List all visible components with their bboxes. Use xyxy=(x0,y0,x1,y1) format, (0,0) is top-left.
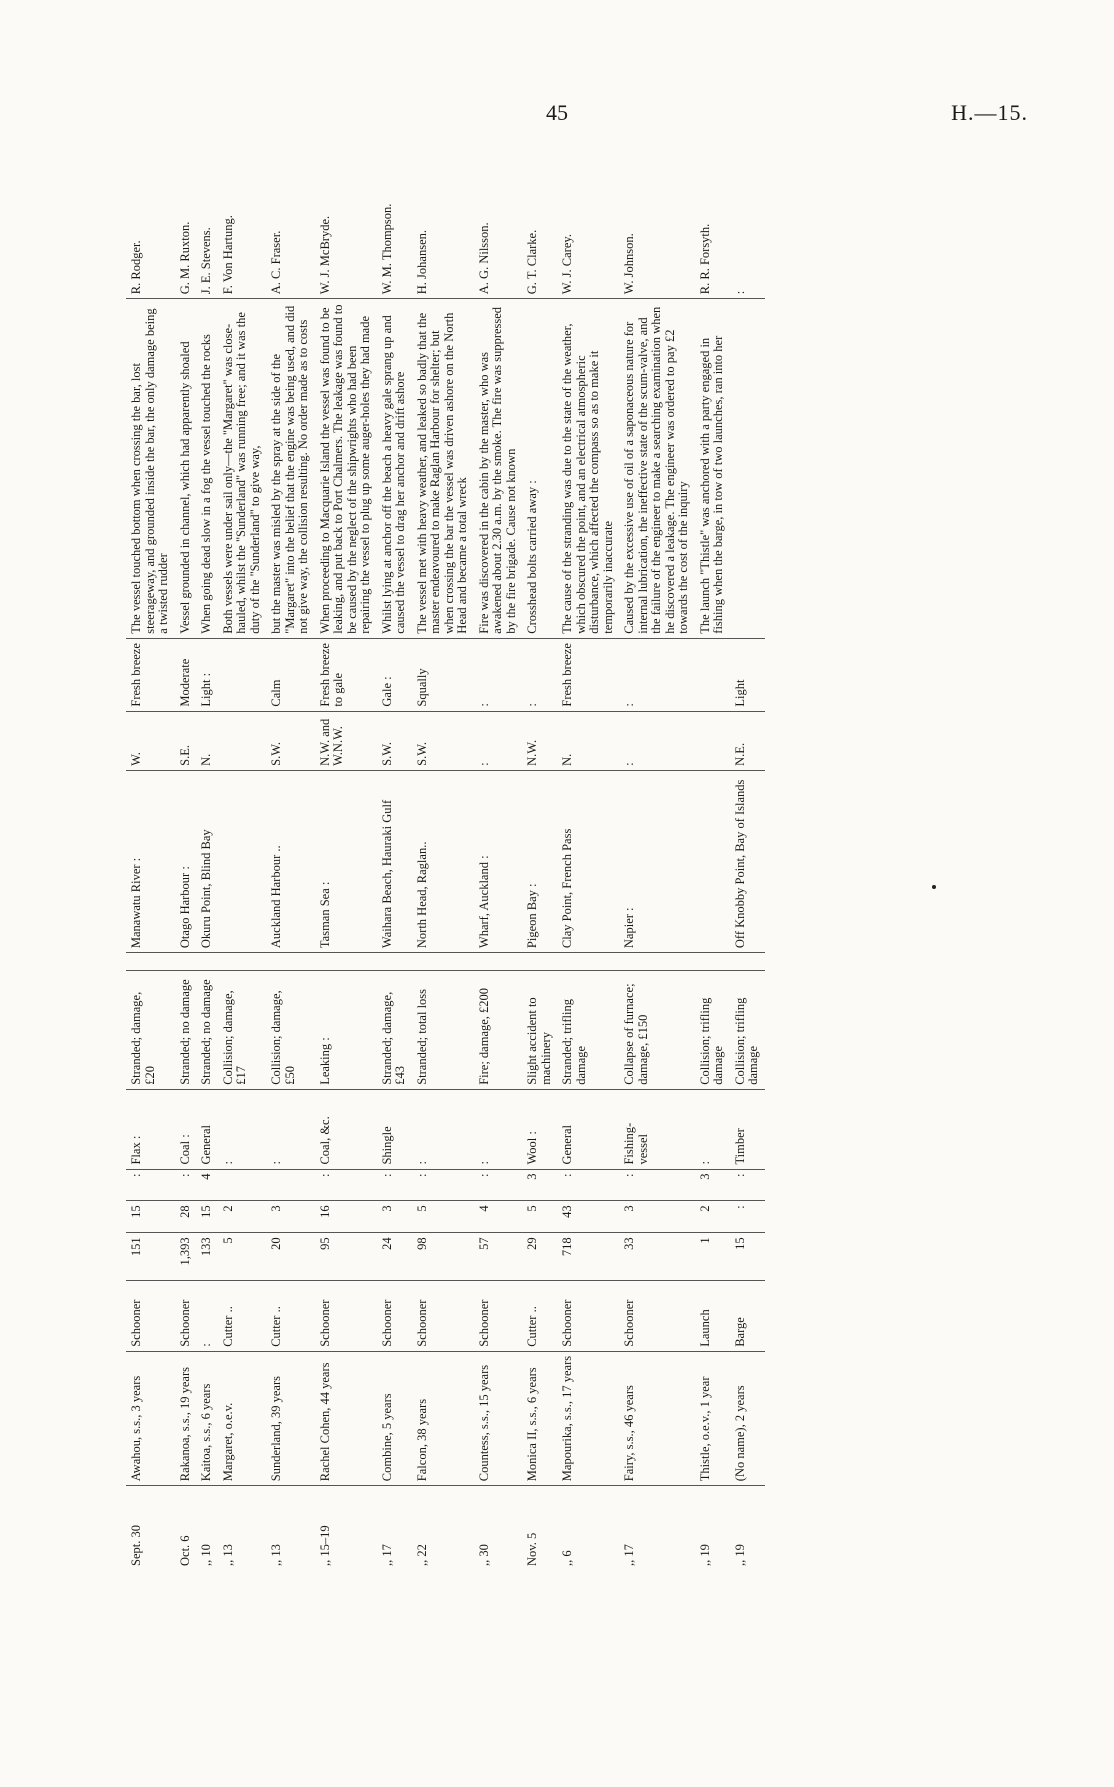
wind-direction-cell: N. xyxy=(196,711,218,770)
casualty-nature-cell: Stranded; no damage xyxy=(175,971,197,1089)
cargo-cell: General xyxy=(196,1089,218,1169)
table-row xyxy=(730,130,765,1570)
date-cell: ,, 19 xyxy=(732,1544,747,1566)
casualty-nature-cell: Fire; damage, £200 xyxy=(474,971,523,1089)
cargo-cell: : xyxy=(695,1089,730,1169)
cargo-cell: Flax : xyxy=(126,1089,175,1169)
place-cell: Clay Point, French Pass xyxy=(557,770,619,952)
date-cell: ,, 17 xyxy=(379,1544,394,1566)
place-cell: Auckland Harbour .. xyxy=(266,770,315,952)
vessel-cell: (No name), 2 years xyxy=(730,1351,765,1485)
casualty-nature-cell: Stranded; total loss xyxy=(412,971,474,1089)
table-row xyxy=(474,130,523,1570)
place-cell: North Head, Raglan.. xyxy=(412,770,474,952)
wind-force-cell: Squally xyxy=(412,638,474,711)
vessel-cell: Margaret, o.e.v. xyxy=(218,1351,267,1485)
rig-cell: Schooner xyxy=(474,1281,523,1352)
wind-direction-cell: : xyxy=(474,711,523,770)
officer-cell: W. M. Thompson. xyxy=(377,130,412,299)
separator-cell xyxy=(315,953,377,971)
tonnage-cell: 29 xyxy=(522,1233,557,1281)
casualty-nature-cell: Collision; damage, £50 xyxy=(266,971,315,1089)
crew-cell: 3 xyxy=(619,1201,695,1233)
cause-cell: Crosshead bolts carried away : xyxy=(522,299,557,638)
place-cell: Tasman Sea : xyxy=(315,770,377,952)
table-row xyxy=(557,130,619,1570)
officer-cell: H. Johansen. xyxy=(412,130,474,299)
wind-direction-cell: N.W. xyxy=(522,711,557,770)
crew-cell: 43 xyxy=(557,1201,619,1233)
wind-direction-cell: N.W. and W.N.W. xyxy=(315,711,377,770)
cargo-cell: Coal, &c. xyxy=(315,1089,377,1169)
passengers-cell: : xyxy=(474,1169,523,1201)
passengers-cell: : xyxy=(315,1169,377,1201)
wind-direction-cell: W. xyxy=(126,711,175,770)
vessel-cell: Rachel Cohen, 44 years xyxy=(315,1351,377,1485)
cargo-cell: Coal : xyxy=(175,1089,197,1169)
cause-cell: Vessel grounded in channel, which had apparently shoaled xyxy=(175,299,197,638)
separator-cell xyxy=(175,953,197,971)
separator-cell xyxy=(474,953,523,971)
casualty-nature-cell: Collision; trifling damage xyxy=(730,971,765,1089)
officer-cell: G. T. Clarke. xyxy=(522,130,557,299)
place-cell: Pigeon Bay : xyxy=(522,770,557,952)
table-row xyxy=(377,130,412,1570)
tonnage-cell: 95 xyxy=(315,1233,377,1281)
vessel-cell: Mapourika, s.s., 17 years xyxy=(557,1351,619,1485)
wind-direction-cell: S.W. xyxy=(412,711,474,770)
officer-cell: G. M. Ruxton. xyxy=(175,130,197,299)
passengers-cell: : xyxy=(175,1169,197,1201)
wind-force-cell: Fresh breeze xyxy=(126,638,175,711)
officer-cell: W. J. McBryde. xyxy=(315,130,377,299)
date-cell: ,, 13 xyxy=(220,1544,235,1566)
tonnage-cell: 24 xyxy=(377,1233,412,1281)
wind-direction-cell: S.W. xyxy=(377,711,412,770)
casualty-nature-cell: Stranded; damage, £43 xyxy=(377,971,412,1089)
wind-force-cell: Fresh breeze xyxy=(557,638,619,711)
cause-cell: but the master was misled by the spray at the side of the "Margaret" into the belief that the engine was being used, and did not give way, the collision resulting. No order made as to costs xyxy=(266,299,315,638)
casualty-nature-cell: Collapse of furnace; damage, £150 xyxy=(619,971,695,1089)
vessel-cell: Sunderland, 39 years xyxy=(266,1351,315,1485)
wind-force-cell: Calm xyxy=(266,638,315,711)
wind-force-cell xyxy=(218,638,267,711)
casualty-table-rotated xyxy=(126,130,890,1570)
cause-cell: The vessel met with heavy weather, and leaked so badly that the master endeavoured to make Raglan Harbour for shelter; but when crossing the bar the vessel was driven ashore on the North Head and became a total wreck xyxy=(412,299,474,638)
rig-cell: Schooner xyxy=(377,1281,412,1352)
rig-cell: Barge xyxy=(730,1281,765,1352)
place-cell: Manawatu River : xyxy=(126,770,175,952)
vessel-cell: Combine, 5 years xyxy=(377,1351,412,1485)
date-cell: ,, 19 xyxy=(697,1544,712,1566)
cause-cell: When going dead slow in a fog the vessel touched the rocks xyxy=(196,299,218,638)
passengers-cell: 3 xyxy=(695,1169,730,1201)
wind-force-cell: : xyxy=(522,638,557,711)
cause-cell: Caused by the excessive use of oil of a saponaceous nature for internal lubrication, the ineffective state of the scum-valve, and the failure of the engineer to make a searching examination when he discovered a leakage. The engineer was ordered to pay £2 towards the cost of the inquiry xyxy=(619,299,695,638)
separator-cell xyxy=(695,953,730,971)
separator-cell xyxy=(522,953,557,971)
date-cell: ,, 13 xyxy=(269,1544,283,1566)
table-row xyxy=(175,130,197,1570)
wind-force-cell xyxy=(695,638,730,711)
rig-cell: Schooner xyxy=(412,1281,474,1352)
tonnage-cell: 15 xyxy=(730,1233,765,1281)
rig-cell: Schooner xyxy=(126,1281,175,1352)
tonnage-cell: 151 xyxy=(126,1233,175,1281)
date-cell: ,, 30 xyxy=(476,1544,491,1566)
crew-cell: 2 xyxy=(695,1201,730,1233)
wind-force-cell: Gale : xyxy=(377,638,412,711)
wind-direction-cell: N.E. xyxy=(730,711,765,770)
cargo-cell: Wool : xyxy=(522,1089,557,1169)
crew-cell: 15 xyxy=(126,1201,175,1233)
vessel-cell: Countess, s.s., 15 years xyxy=(474,1351,523,1485)
officer-cell: R. R. Forsyth. xyxy=(695,130,730,299)
vessel-cell: Falcon, 38 years xyxy=(412,1351,474,1485)
wind-force-cell: : xyxy=(474,638,523,711)
vessel-cell: Fairy, s.s., 46 years xyxy=(619,1351,695,1485)
separator-cell xyxy=(619,953,695,971)
casualty-nature-cell: Collision; trifling damage xyxy=(695,971,730,1089)
place-cell: Wharf, Auckland : xyxy=(474,770,523,952)
place-cell: Waihara Beach, Hauraki Gulf xyxy=(377,770,412,952)
cause-cell: The vessel touched bottom when crossing the bar, lost steerageway, and grounded inside the bar, the only damage being a twisted rudder xyxy=(126,299,175,638)
table-row xyxy=(196,130,218,1570)
cargo-cell: General xyxy=(557,1089,619,1169)
crew-cell: 2 xyxy=(218,1201,267,1233)
place-cell xyxy=(218,770,267,952)
crew-cell: 5 xyxy=(412,1201,474,1233)
rig-cell: Cutter .. xyxy=(218,1281,267,1352)
crew-cell: 3 xyxy=(266,1201,315,1233)
table-row xyxy=(695,130,730,1570)
tonnage-cell: 1,393 xyxy=(175,1233,197,1281)
date-cell: ,, 6 xyxy=(560,1550,574,1566)
cargo-cell: Fishing-vessel xyxy=(619,1089,695,1169)
table-row xyxy=(126,130,175,1570)
passengers-cell: : xyxy=(412,1169,474,1201)
cause-cell xyxy=(730,299,765,638)
table-row xyxy=(522,130,557,1570)
crew-cell: 28 xyxy=(175,1201,197,1233)
tonnage-cell: 98 xyxy=(412,1233,474,1281)
separator-cell xyxy=(377,953,412,971)
officer-cell: A. G. Nilsson. xyxy=(474,130,523,299)
wind-direction-cell: S.W. xyxy=(266,711,315,770)
cause-cell: Both vessels were under sail only—the "Margaret" was close-hauled, whilst the "Sunderland" was running free; and it was the duty of the "Sunderland" to give way, xyxy=(218,299,267,638)
casualty-nature-cell: Stranded; trifling damage xyxy=(557,971,619,1089)
place-cell xyxy=(695,770,730,952)
date-cell: ,, 15–19 xyxy=(317,1525,332,1566)
cargo-cell: : xyxy=(266,1089,315,1169)
crew-cell: 16 xyxy=(315,1201,377,1233)
tonnage-cell: 57 xyxy=(474,1233,523,1281)
table-row xyxy=(315,130,377,1570)
wind-force-cell: Light xyxy=(730,638,765,711)
table-row xyxy=(619,130,695,1570)
crew-cell: 4 xyxy=(474,1201,523,1233)
casualty-nature-cell: Stranded; damage, £20 xyxy=(126,971,175,1089)
officer-cell: W. Johnson. xyxy=(619,130,695,299)
rig-cell: : xyxy=(196,1281,218,1352)
passengers-cell: 3 xyxy=(522,1169,557,1201)
casualty-nature-cell: Leaking : xyxy=(315,971,377,1089)
passengers-cell: : xyxy=(619,1169,695,1201)
cause-cell: When proceeding to Macquarie Island the vessel was found to be leaking, and put back to Port Chalmers. The leakage was found to be caused by the neglect of the shipwrights who had been repairing the vessel to plug up some auger-holes they had made xyxy=(315,299,377,638)
wind-direction-cell xyxy=(695,711,730,770)
passengers-cell xyxy=(266,1169,315,1201)
separator-cell xyxy=(412,953,474,971)
separator-cell xyxy=(196,953,218,971)
crew-cell: 15 xyxy=(196,1201,218,1233)
crew-cell: : xyxy=(730,1201,765,1233)
tonnage-cell: 133 xyxy=(196,1233,218,1281)
officer-cell: R. Rodger. xyxy=(126,130,175,299)
date-cell: ,, 22 xyxy=(414,1544,429,1566)
date-cell: Nov. 5 xyxy=(525,1532,539,1566)
place-cell: Otago Harbour : xyxy=(175,770,197,952)
officer-cell: A. C. Fraser. xyxy=(266,130,315,299)
tonnage-cell: 20 xyxy=(266,1233,315,1281)
stray-mark xyxy=(932,885,936,889)
separator-cell xyxy=(730,953,765,971)
cargo-cell: : xyxy=(412,1089,474,1169)
cargo-cell: : xyxy=(474,1089,523,1169)
officer-cell: : xyxy=(730,130,765,299)
cargo-cell: Shingle xyxy=(377,1089,412,1169)
wind-force-cell: Moderate xyxy=(175,638,197,711)
wind-force-cell: Light : xyxy=(196,638,218,711)
wind-force-cell: Fresh breeze to gale xyxy=(315,638,377,711)
rig-cell: Cutter .. xyxy=(522,1281,557,1352)
passengers-cell: : xyxy=(557,1169,619,1201)
rig-cell: Schooner xyxy=(315,1281,377,1352)
rig-cell: Schooner xyxy=(175,1281,197,1352)
passengers-cell: : xyxy=(730,1169,765,1201)
cargo-cell: : xyxy=(218,1089,267,1169)
table-row xyxy=(412,130,474,1570)
cause-cell: Fire was discovered in the cabin by the master, who was awakened about 2.30 a.m. by the smoke. The fire was suppressed by the fire brigade. Cause not known xyxy=(474,299,523,638)
tonnage-cell: 1 xyxy=(695,1233,730,1281)
separator-cell xyxy=(557,953,619,971)
crew-cell: 3 xyxy=(377,1201,412,1233)
date-cell: Oct. 6 xyxy=(177,1535,192,1566)
casualty-nature-cell: Slight accident to machinery xyxy=(522,971,557,1089)
wind-force-cell: : xyxy=(619,638,695,711)
place-cell: Off Knobby Point, Bay of Islands xyxy=(730,770,765,952)
officer-cell: F. Von Hartung. xyxy=(218,130,267,299)
tonnage-cell: 33 xyxy=(619,1233,695,1281)
rig-cell: Schooner xyxy=(619,1281,695,1352)
date-cell: ,, 10 xyxy=(199,1544,213,1566)
separator-cell xyxy=(266,953,315,971)
casualty-table xyxy=(126,130,765,1570)
page-number: 45 xyxy=(546,100,568,125)
wind-direction-cell xyxy=(218,711,267,770)
tonnage-cell: 5 xyxy=(218,1233,267,1281)
vessel-cell: Rakanoa, s.s., 19 years xyxy=(175,1351,197,1485)
date-cell: Sept. 30 xyxy=(129,1525,143,1566)
date-cell: ,, 17 xyxy=(622,1544,636,1566)
vessel-cell: Awahou, s.s., 3 years xyxy=(126,1351,175,1485)
place-cell: Okuru Point, Blind Bay xyxy=(196,770,218,952)
table-row xyxy=(218,130,267,1570)
wind-direction-cell: N. xyxy=(557,711,619,770)
vessel-cell: Kaitoa, s.s., 6 years xyxy=(196,1351,218,1485)
vessel-cell: Monica II, s.s., 6 years xyxy=(522,1351,557,1485)
cause-cell: The launch "Thistle" was anchored with a party engaged in fishing when the barge, in tow of two launches, ran into her xyxy=(695,299,730,638)
table-row xyxy=(266,130,315,1570)
passengers-cell: : xyxy=(377,1169,412,1201)
rig-cell: Cutter .. xyxy=(266,1281,315,1352)
cause-cell: Whilst lying at anchor off the beach a heavy gale sprang up and caused the vessel to drag her anchor and drift ashore xyxy=(377,299,412,638)
officer-cell: J. E. Stevens. xyxy=(196,130,218,299)
cargo-cell: Timber xyxy=(730,1089,765,1169)
place-cell: Napier : xyxy=(619,770,695,952)
casualty-nature-cell: Collision; damage, £17 xyxy=(218,971,267,1089)
rig-cell: Schooner xyxy=(557,1281,619,1352)
casualty-nature-cell: Stranded; no damage xyxy=(196,971,218,1089)
rig-cell: Launch xyxy=(695,1281,730,1352)
tonnage-cell: 718 xyxy=(557,1233,619,1281)
document-reference: H.—15. xyxy=(951,100,1028,125)
wind-direction-cell: : xyxy=(619,711,695,770)
passengers-cell xyxy=(218,1169,267,1201)
officer-cell: W. J. Carey. xyxy=(557,130,619,299)
wind-direction-cell: S.E. xyxy=(175,711,197,770)
passengers-cell: 4 xyxy=(196,1169,218,1201)
separator-cell xyxy=(218,953,267,971)
cause-cell: The cause of the stranding was due to the state of the weather, which obscured the point, and an electrical atmospheric disturbance, which affected the compass so as to make it temporarily inaccurate xyxy=(557,299,619,638)
crew-cell: 5 xyxy=(522,1201,557,1233)
passengers-cell: : xyxy=(126,1169,175,1201)
vessel-cell: Thistle, o.e.v., 1 year xyxy=(695,1351,730,1485)
separator-cell xyxy=(126,953,175,971)
